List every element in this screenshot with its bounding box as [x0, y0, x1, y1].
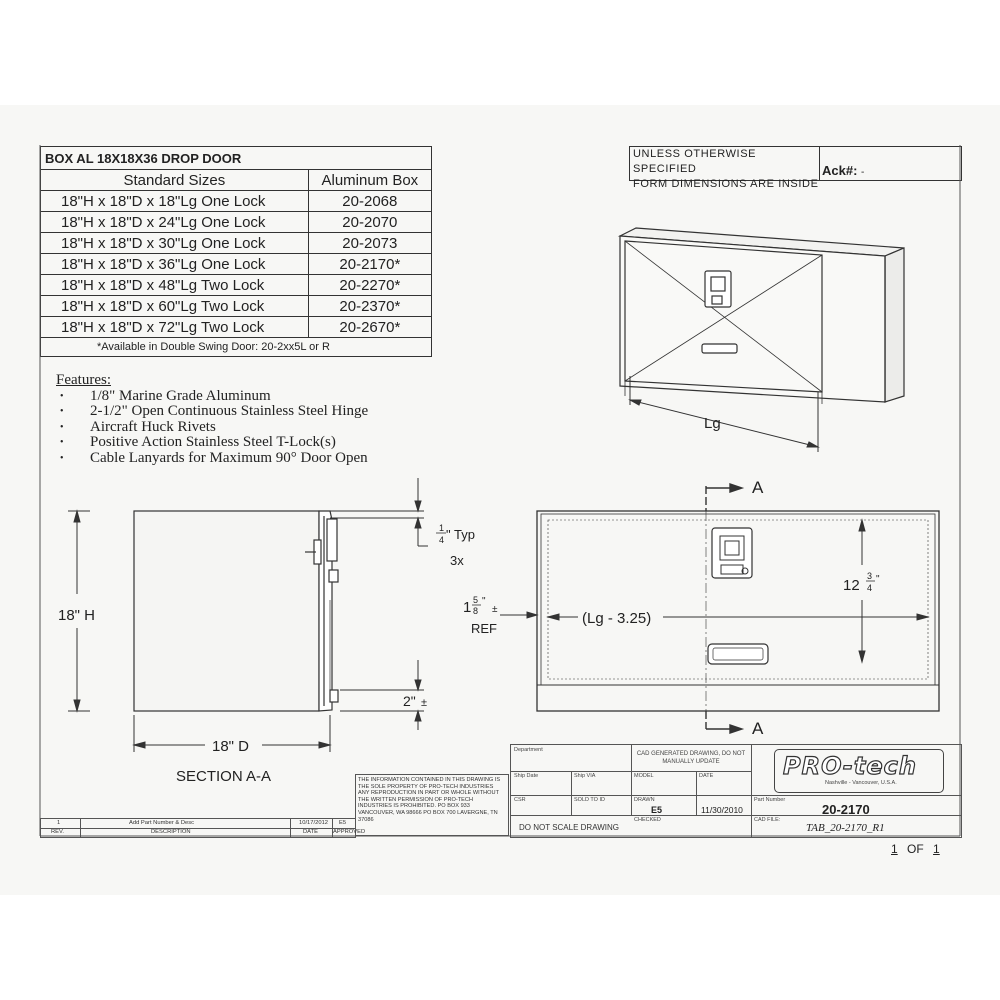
size-cell: 18"H x 18"D x 72"Lg Two Lock [41, 317, 309, 338]
part-number-label: Part Number [754, 797, 786, 803]
rev-approved-label: APPROVED [333, 829, 366, 835]
section-caption: SECTION A-A [176, 768, 272, 785]
logo-subtitle: Nashville - Vancouver, U.S.A. [825, 780, 897, 786]
feature-item: • Positive Action Stainless Steel T-Lock(s) [56, 435, 368, 451]
part-cell: 20-2068 [308, 191, 431, 212]
rev-number: 1 [57, 820, 61, 826]
sheet-number [885, 842, 946, 856]
rev-date-label: DATE [303, 829, 319, 835]
part-cell: 20-2670* [308, 317, 431, 338]
inner-length-label: (Lg - 3.25) [582, 610, 652, 627]
door-height-numerator: 3 [867, 571, 873, 581]
ack-value: - [861, 167, 865, 178]
part-cell: 20-2270* [308, 275, 431, 296]
bottom-dim-tolerance: ± [421, 697, 428, 709]
rev-label: REV. [51, 829, 64, 835]
feature-item: • Cable Lanyards for Maximum 90° Door Open [56, 451, 368, 467]
rev-desc: Add Part Number & Desc [129, 820, 195, 826]
table-note: *Available in Double Swing Door: 20-2xx5L or R [41, 338, 432, 357]
checked-label: CHECKED [634, 817, 661, 823]
spec-line: FORM DIMENSIONS ARE INSIDE [633, 178, 819, 190]
section-marker-bottom [706, 711, 742, 733]
part-cell: 20-2370* [308, 296, 431, 317]
depth-label: 18" D [212, 738, 250, 755]
revision-block [40, 818, 366, 838]
header-standard-sizes: Standard Sizes [41, 170, 309, 191]
drawn-date: 11/30/2010 [701, 805, 743, 815]
header-aluminum-box: Aluminum Box [308, 170, 431, 191]
door-height-denominator: 4 [867, 583, 873, 593]
sheet-of-label: OF [907, 842, 924, 856]
section-mark-bottom: A [752, 719, 764, 738]
rev-by: E5 [339, 820, 347, 826]
size-cell: 18"H x 18"D x 36"Lg One Lock [41, 254, 309, 275]
cad-note: CAD GENERATED DRAWING, DO NOT MANUALLY UPDATE [636, 751, 746, 765]
feature-item: • 2-1/2" Open Continuous Stainless Steel Hinge [56, 404, 368, 420]
department-label: Department [514, 747, 543, 753]
drawn-label: DRAWN [634, 797, 655, 803]
typ-numerator: 1 [439, 523, 445, 533]
door-height-whole: 12 [843, 577, 860, 594]
height-label: 18" H [58, 607, 96, 624]
rev-date: 10/17/2012 [299, 820, 329, 826]
bottom-dim-label: 2" [403, 693, 416, 709]
logo-text: PRO-tech [783, 752, 917, 780]
section-mark-top: A [752, 478, 764, 497]
part-cell: 20-2070 [308, 212, 431, 233]
sheet-total: 1 [933, 842, 940, 856]
rev-desc-label: DESCRIPTION [151, 829, 191, 835]
date-label: DATE [699, 773, 714, 779]
size-cell: 18"H x 18"D x 30"Lg One Lock [41, 233, 309, 254]
spec-line: UNLESS OTHERWISE SPECIFIED [633, 148, 757, 175]
door-height-quote: " [876, 574, 880, 585]
feature-item: • 1/8" Marine Grade Aluminum [56, 389, 368, 405]
ref-tolerance: ± [492, 604, 498, 615]
ref-quote: " [482, 596, 486, 607]
ref-denominator: 8 [473, 606, 479, 616]
typ-denominator: 4 [439, 535, 445, 545]
isometric-box [620, 228, 904, 404]
ack-label: Ack#: [822, 163, 858, 178]
size-cell: 18"H x 18"D x 18"Lg One Lock [41, 191, 309, 212]
ref-label: REF [471, 621, 497, 636]
typ-label: " Typ [446, 527, 475, 542]
csr-label: CSR [514, 797, 526, 803]
cad-file-label: CAD FILE: [754, 817, 781, 823]
sold-to-label: SOLD TO ID [574, 797, 605, 803]
ref-whole: 1 [463, 599, 472, 616]
typ-dimension [330, 478, 428, 546]
size-cell: 18"H x 18"D x 60"Lg Two Lock [41, 296, 309, 317]
drawn-value: E5 [651, 805, 663, 815]
cad-file: TAB_20-2170_R1 [806, 822, 885, 834]
part-cell: 20-2073 [308, 233, 431, 254]
title-block [510, 744, 962, 838]
model-label: MODEL [634, 773, 654, 779]
features-title: Features: [56, 372, 111, 388]
ship-via-label: Ship VIA [574, 773, 596, 779]
section-view [134, 511, 338, 711]
length-label: Lg [704, 415, 721, 432]
legal-notice: THE INFORMATION CONTAINED IN THIS DRAWING IS THE SOLE PROPERTY OF PRO-TECH INDUSTRIES ANY REPRODUCTION IN PART OR WHOLE WITHOUT THE WRITTEN PERMISSION OF PRO-TECH INDUSTRIES IS PROHIBITED. PO BOX 933 VANCOUVER, WA 98666 PO BOX 700 LAVERGNE, TN 37086 [355, 774, 509, 836]
size-cell: 18"H x 18"D x 24"Lg One Lock [41, 212, 309, 233]
size-cell: 18"H x 18"D x 48"Lg Two Lock [41, 275, 309, 296]
typ-quantity: 3x [450, 553, 464, 568]
do-not-scale-note: DO NOT SCALE DRAWING [519, 823, 620, 832]
feature-item: • Aircraft Huck Rivets [56, 420, 368, 436]
part-cell: 20-2170* [308, 254, 431, 275]
part-number: 20-2170 [822, 802, 870, 817]
ref-dimension [500, 612, 537, 618]
table-title: BOX AL 18X18X36 DROP DOOR [41, 147, 432, 170]
ref-numerator: 5 [473, 595, 479, 605]
section-marker-top [706, 484, 742, 511]
company-logo [774, 749, 944, 793]
sheet-page: 1 [891, 842, 898, 856]
ship-date-label: Ship Date [514, 773, 539, 779]
